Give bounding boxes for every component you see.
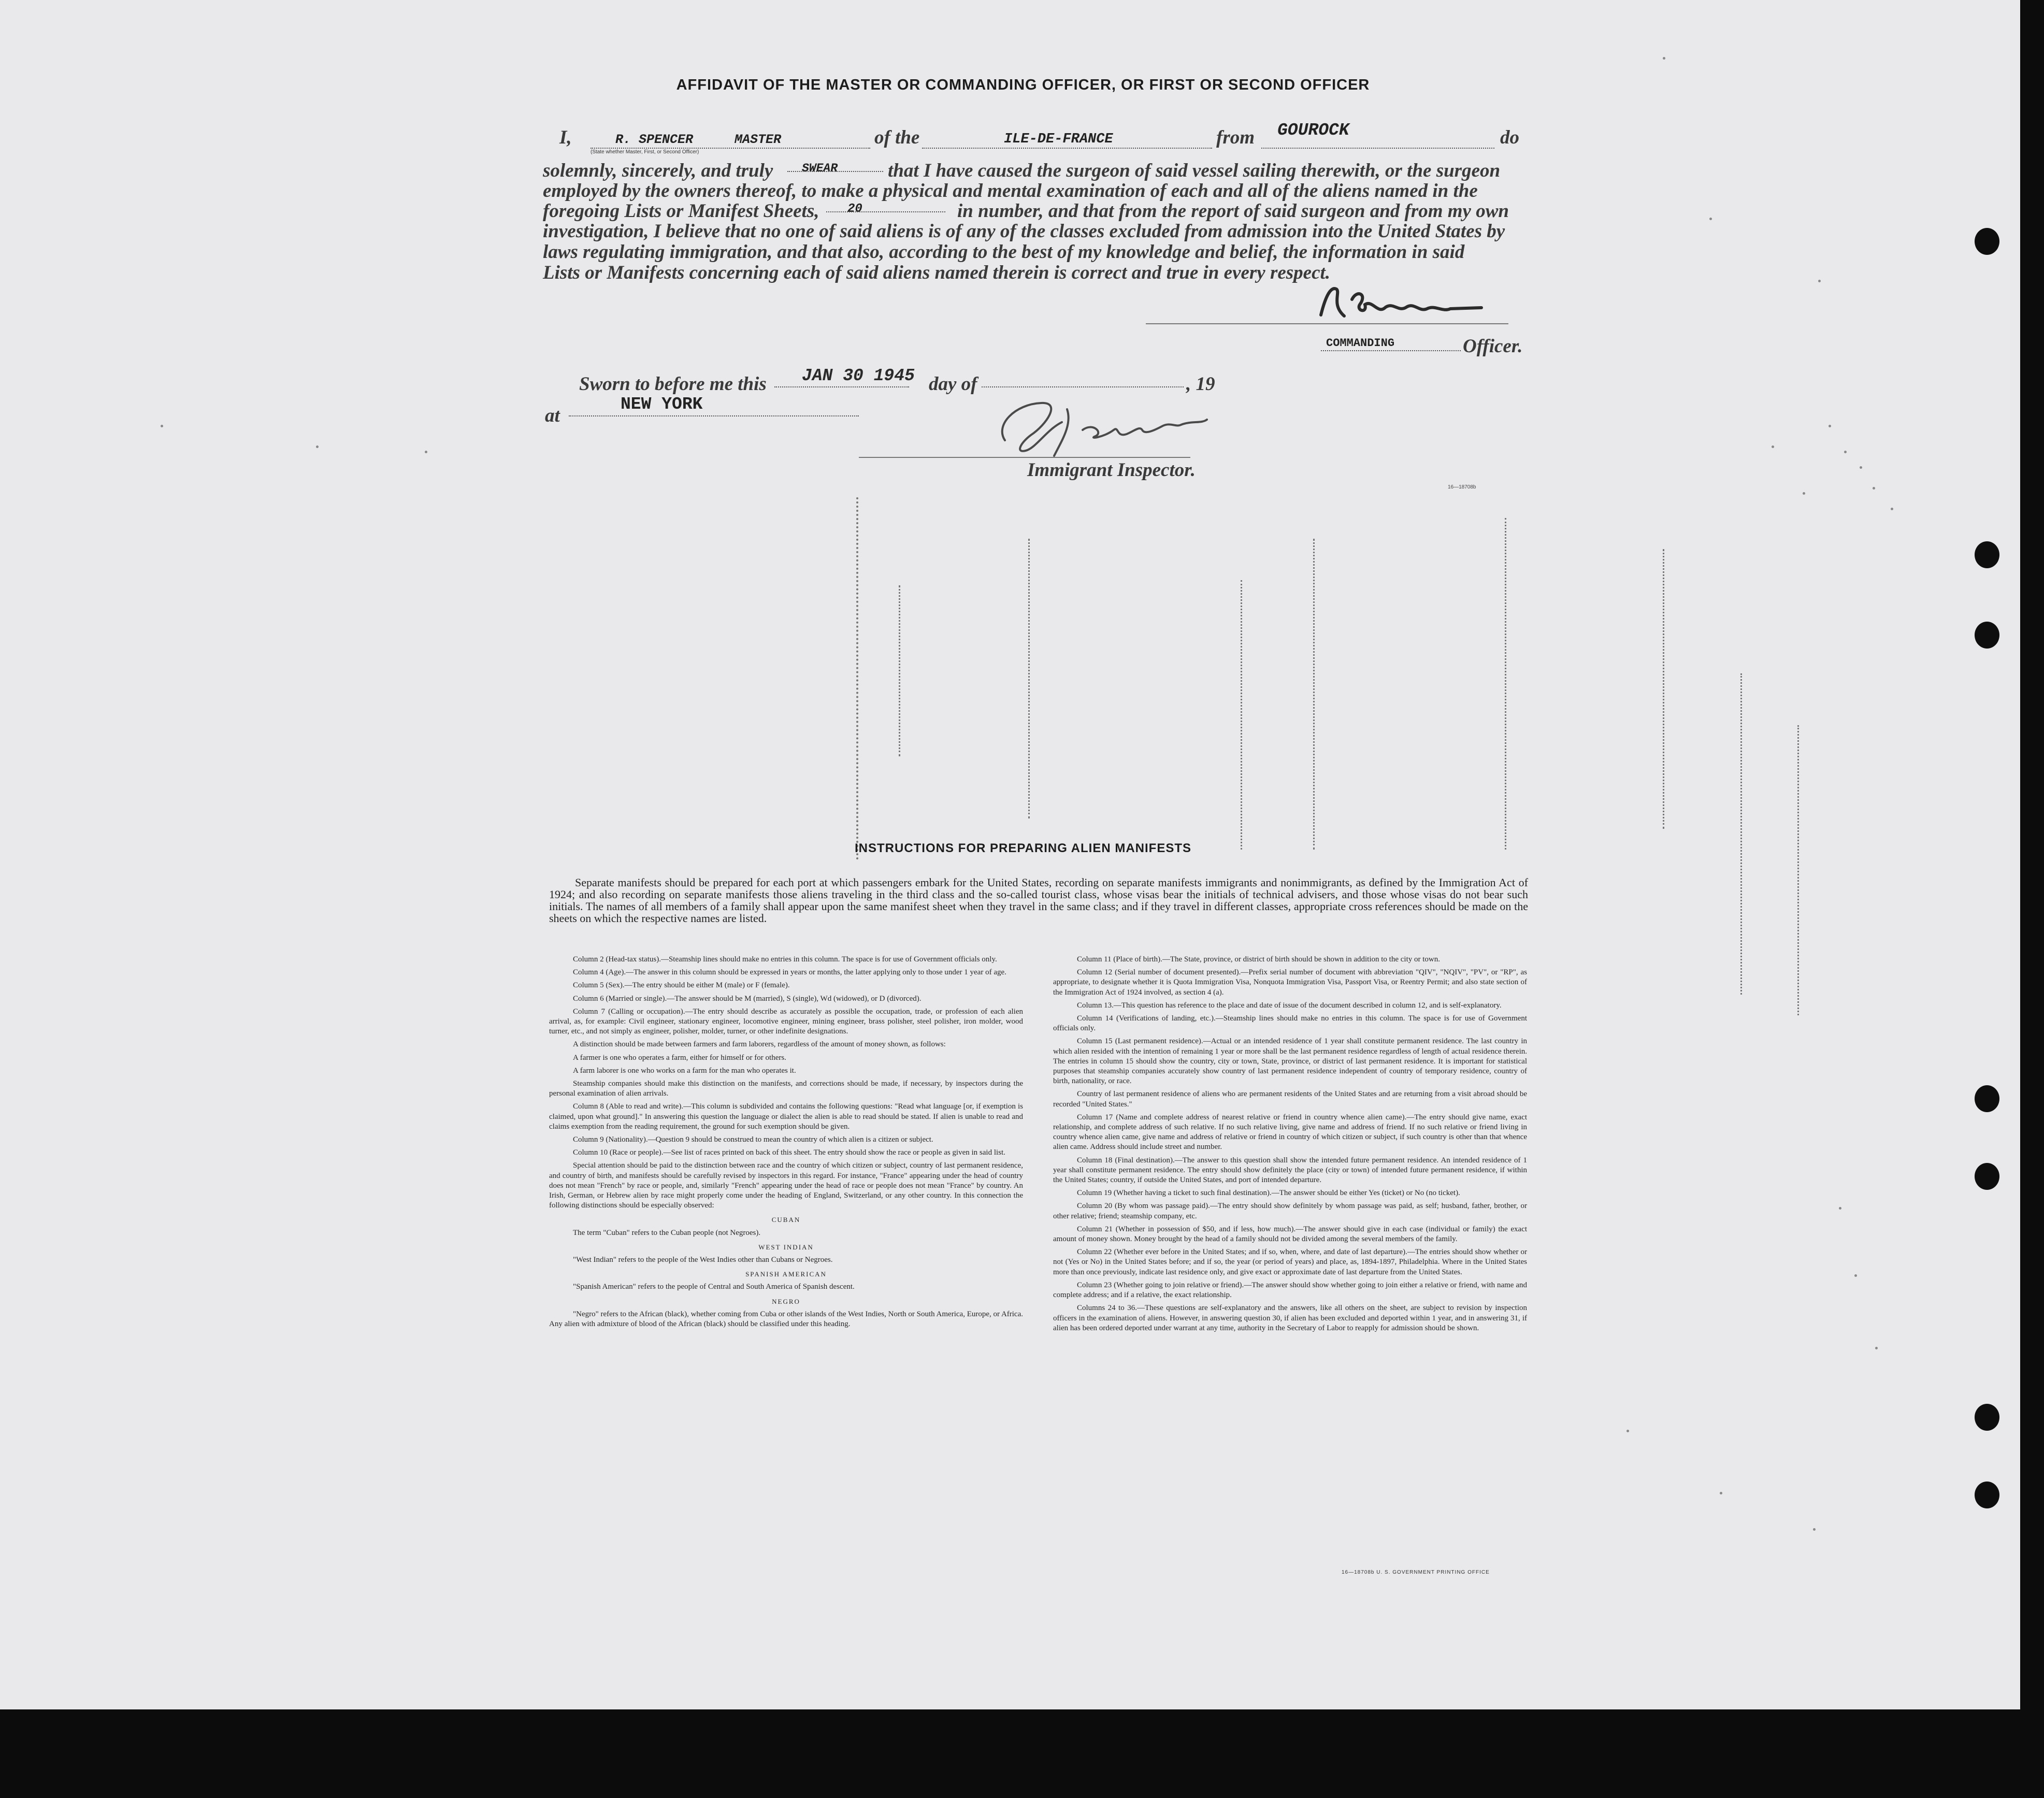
right-paragraph-11: Column 21 (Whether in possession of $50, and if less, how much).—The answer should give in each case (individual or family) the exact amount of money shown. Money brought by the head of a family should not be divided among the several members of the family. xyxy=(1053,1225,1527,1244)
west-indian-definition: "West Indian" refers to the people of the West Indies other than Cubans or Negroes. xyxy=(573,1256,833,1264)
speck xyxy=(1829,425,1831,427)
of-the-label: of the xyxy=(874,127,920,148)
inspector-signature-graphic xyxy=(984,394,1274,461)
right-paragraph-9: Column 19 (Whether having a ticket to such final destination).—The answer should be either Yes (ticket) or No (no ticket). xyxy=(1077,1189,1460,1198)
vessel-rule xyxy=(922,148,1212,149)
binder-hole xyxy=(1975,1085,1999,1112)
trace-dots-4 xyxy=(1241,580,1244,850)
spanish-american-definition: "Spanish American" refers to the people of Central and South America of Spanish descent. xyxy=(573,1283,855,1291)
trace-dots-8 xyxy=(1740,673,1744,995)
speck xyxy=(1772,445,1774,448)
speck xyxy=(1854,1274,1857,1277)
from-label: from xyxy=(1216,127,1255,148)
master-signature-graphic xyxy=(1316,284,1492,325)
port-rule xyxy=(1261,148,1494,149)
form-number: 16—18708b xyxy=(1448,484,1476,490)
date-rule xyxy=(774,386,909,387)
day-rule xyxy=(982,386,1184,387)
cuban-definition: The term "Cuban" refers to the Cuban people (not Negroes). xyxy=(573,1228,761,1237)
speck xyxy=(1720,1492,1722,1494)
right-paragraph-1: Column 11 (Place of birth).—The State, province, or district of birth should be shown in addition to the city or town. xyxy=(1077,955,1440,963)
binder-hole xyxy=(1975,1404,1999,1431)
sworn-label: Sworn to before me this xyxy=(579,373,767,395)
scan-edge-bottom xyxy=(0,1709,2044,1798)
trace-dots-6 xyxy=(1505,518,1508,850)
affidavit-line-2b: that I have caused the surgeon of said vessel sailing therewith, or the surgeon xyxy=(888,160,1501,181)
trace-dots-2 xyxy=(899,585,902,756)
left-paragraph-7: A farmer is one who operates a farm, either for himself or for others. xyxy=(573,1053,786,1062)
commanding-stamp: COMMANDING xyxy=(1326,337,1395,350)
west-indian-heading: WEST INDIAN xyxy=(758,1243,814,1251)
speck xyxy=(1626,1430,1629,1432)
departure-port: GOUROCK xyxy=(1277,121,1349,140)
trace-dots-9 xyxy=(1797,725,1801,1015)
inspector-signature xyxy=(984,394,1274,461)
instructions-title: INSTRUCTIONS FOR PREPARING ALIEN MANIFESTS xyxy=(854,841,1191,855)
left-paragraph-6: A distinction should be made between farmers and farm laborers, regardless of the amount of money shown, as follows: xyxy=(573,1040,946,1049)
left-paragraph-13: Special attention should be paid to the distinction between race and the country of which citizen or subject, country of last permanent residence, and country of birth, and manifests should be carefully revised by inspectors in this regard. For instance, "France" appearing under the head of country does not mean "French" by race or people, and, similarly "French" appearing under the head of race or people does not mean "France" by country. An Irish, German, or Hebrew alien by race might properly come under the heading of England, Switzerland, or any other country. In this connection the following distinctions should be especially observed: xyxy=(549,1161,1023,1210)
left-paragraph-10: Column 8 (Able to read and write).—This column is subdivided and contains the following questions: "Read what language [or, if exemption is claimed, upon what ground]." In answering this question the language or dialect the alien is able to read should be stated. If alien is unable to read and claims exemption from the reading requirement, the ground for such exemption should be given. xyxy=(549,1102,1023,1131)
left-paragraph-11: Column 9 (Nationality).—Question 9 should be construed to mean the country of which alien is a citizen or subject. xyxy=(573,1135,933,1144)
right-paragraph-13: Column 23 (Whether going to join relative or friend).—The answer should show whether going to join either a relative or friend, with name and complete address; and if a relative, the exact relationship. xyxy=(1053,1281,1527,1300)
right-paragraph-3: Column 13.—This question has reference to the place and date of issue of the document described in column 12, and is self-explanatory. xyxy=(1077,1001,1502,1010)
right-paragraph-7: Column 17 (Name and complete address of nearest relative or friend in country whence alien came).—The entry should give name, exact relationship, and complete address of such relative. If no such relative living, give name and address of friend. If no such relative or friend living in country whence alien came, give name and address of relative or friend in country of which citizen or subject, if such country is other than that whence alien came. Address should include street and number. xyxy=(1053,1113,1527,1152)
cuban-heading: CUBAN xyxy=(771,1216,801,1224)
left-paragraph-5: Column 7 (Calling or occupation).—The entry should describe as accurately as possible the occupation, trade, or profession of each alien arrival, as, for example: Civil engineer, stationary engineer, locomotive engineer, mining engineer, brass polisher, steel polisher, iron molder, wood turner, etc., and not simply as engineer, polisher, molder, turner, or other indefinite designations. xyxy=(549,1007,1023,1036)
inspector-label: Immigrant Inspector. xyxy=(1027,459,1196,481)
affidavit-title: AFFIDAVIT OF THE MASTER OR COMMANDING OFFICER, OR FIRST OR SECOND OFFICER xyxy=(676,77,1370,93)
speck xyxy=(1839,1207,1841,1210)
speck xyxy=(1873,487,1875,490)
rank-note: (State whether Master, First, or Second Officer) xyxy=(591,149,699,155)
sheet-count: 20 xyxy=(847,202,862,216)
right-paragraph-14: Columns 24 to 36.—These questions are self-explanatory and the answers, like all others on the sheet, are subject to revision by inspection officers in the examination of aliens. However, in answering question 30, if alien has been excluded and deported within 1 year, and in answering 31, if alien has been ordered deported under warrant at any time, authority in the Secretary of Labor to reapply for admission should be shown. xyxy=(1053,1304,1527,1332)
place-rule xyxy=(569,415,859,416)
master-rank: MASTER xyxy=(735,132,782,147)
scan-edge-right xyxy=(2020,0,2044,1798)
binder-hole xyxy=(1975,228,1999,255)
speck xyxy=(161,425,163,427)
master-signature-rule xyxy=(1146,323,1508,324)
printing-office-footer: 16—18708b U. S. GOVERNMENT PRINTING OFFICE xyxy=(1342,1570,1490,1575)
trace-dots-1 xyxy=(856,497,860,860)
right-paragraph-8: Column 18 (Final destination).—The answer to this question shall show the intended future permanent residence. An intended residence of 1 year shall constitute permanent residence. The entry should show definitely the place (city or town) of intended future permanent residence, if within the United States; country, if outside the United States, and port of intended departure. xyxy=(1053,1156,1527,1185)
right-paragraph-5: Column 15 (Last permanent residence).—Actual or an intended residence of 1 year shall constitute permanent residence. The last country in which alien resided with the intention of remaining 1 year or more shall be the last permanent residence regardless of length of actual residence therein. The entries in column 15 should show the country, city or town, State, province, or district of last permanent residence. It is important for statistical purposes that steamship companies accurately show country of last permanent residence independent of country of temporary residence, country of birth, nationality, or race. xyxy=(1053,1037,1527,1086)
affidavit-line-2a: solemnly, sincerely, and truly xyxy=(543,160,773,181)
affidavit-line-3: employed by the owners thereof, to make a physical and mental examination of each and all of the aliens named in the xyxy=(543,180,1478,202)
instructions-intro: Separate manifests should be prepared for each port at which passengers embark for the United States, recording on separate manifests immigrants and nonimmigrants, as defined by the Immigration Act of 1924; and also recording on separate manifests those aliens traveling in the third class and the so-called tourist class, whose visas bear the initials of technical advisers, and those whose visas do not bear such initials. The names of all members of a family shall appear upon the same manifest sheet when they travel in the same class; and if they travel in different classes, appropriate cross references should be made on the sheets on which the respective names are listed. xyxy=(549,876,1528,925)
sworn-place: NEW YORK xyxy=(621,395,703,414)
oath-rule xyxy=(787,171,883,172)
master-signature xyxy=(1316,284,1492,325)
speck xyxy=(1813,1528,1816,1531)
speck xyxy=(1891,508,1893,510)
do-label: do xyxy=(1500,127,1519,148)
left-paragraph-9: Steamship companies should make this distinction on the manifests, and corrections should be made, if necessary, by inspectors during the personal examination of alien arrivals. xyxy=(549,1080,1023,1098)
trace-dots-7 xyxy=(1663,549,1666,829)
speck xyxy=(425,451,427,453)
left-paragraph-12: Column 10 (Race or people).—See list of races printed on back of this sheet. The entry should show the race or people as given in said list. xyxy=(573,1148,1005,1157)
binder-hole xyxy=(1975,1163,1999,1190)
speck xyxy=(1844,451,1847,453)
speck xyxy=(1709,218,1712,220)
day-of-label: day of xyxy=(929,373,977,395)
right-paragraph-2: Column 12 (Serial number of document presented).—Prefix serial number of document with abbreviation "QIV", "NQIV", "PV", or "RP", as appropriate, to designate whether it is Quota Immigration Visa, Nonquota Immigration Visa, Passport Visa, or Reentry Permit; and also state section of the Immigration Act of 1924 involved, as section 4 (a). xyxy=(1053,968,1527,997)
instructions-right-column xyxy=(1053,955,1527,1336)
affidavit-line-7: Lists or Manifests concerning each of said aliens named therein is correct and true in every respect. xyxy=(543,262,1331,283)
name-rule xyxy=(591,148,870,149)
vessel-name: ILE-DE-FRANCE xyxy=(1004,132,1113,147)
instructions-left-column xyxy=(549,955,1023,1332)
oath-word: SWEAR xyxy=(802,162,838,175)
right-paragraph-6: Country of last permanent residence of aliens who are permanent residents of the United States and are returning from a visit abroad should be recorded "United States." xyxy=(1053,1090,1527,1109)
left-paragraph-3: Column 5 (Sex).—The entry should be either M (male) or F (female). xyxy=(573,981,790,990)
master-name: R. SPENCER xyxy=(615,132,694,147)
affidavit-i: I, xyxy=(559,127,572,148)
spanish-american-heading: SPANISH AMERICAN xyxy=(745,1270,827,1278)
officer-label: Officer. xyxy=(1463,336,1523,357)
affidavit-line-4b: in number, and that from the report of said surgeon and from my own xyxy=(957,200,1509,222)
speck xyxy=(1663,57,1665,60)
year-label: , 19 xyxy=(1186,373,1215,395)
affidavit-line-4a: foregoing Lists or Manifest Sheets, xyxy=(543,200,819,222)
binder-hole xyxy=(1975,541,1999,568)
negro-heading: NEGRO xyxy=(772,1297,800,1305)
negro-definition: "Negro" refers to the African (black), whether coming from Cuba or other islands of the West Indies, North or South America, Europe, or Africa. Any alien with admixture of blood of the African (black) should be classified under this heading. xyxy=(549,1310,1023,1329)
speck xyxy=(1803,492,1805,495)
sheets-rule xyxy=(826,211,945,212)
left-paragraph-4: Column 6 (Married or single).—The answer should be M (married), S (single), Wd (widowed), or D (divorced). xyxy=(573,994,922,1003)
at-label: at xyxy=(545,405,560,426)
sworn-date-stamp: JAN 30 1945 xyxy=(802,366,915,385)
speck xyxy=(1818,280,1821,282)
affidavit-line-5: investigation, I believe that no one of said aliens is of any of the classes excluded from admission into the United States by xyxy=(543,221,1505,242)
right-paragraph-12: Column 22 (Whether ever before in the United States; and if so, when, where, and date of last departure).—The entries should show whether or not (Yes or No) in the United States before; and if so, the year (or period of years) and place, as, 1894-1897, Philadelphia. Where in the United States more than once previously, indicate last residence only, and give exact or approximate date of last departure from the United States. xyxy=(1053,1248,1527,1276)
left-paragraph-2: Column 4 (Age).—The answer in this column should be expressed in years or months, the latter applying only to those under 1 year of age. xyxy=(573,968,1006,977)
trace-dots-3 xyxy=(1028,539,1031,818)
affidavit-line-6: laws regulating immigration, and that also, according to the best of my knowledge and belief, the information in said xyxy=(543,241,1465,263)
speck xyxy=(1860,466,1862,469)
speck xyxy=(1875,1347,1878,1349)
right-paragraph-4: Column 14 (Verifications of landing, etc.).—Steamship lines should make no entries in this column. The space is for use of Government officials only. xyxy=(1053,1014,1527,1033)
right-paragraph-10: Column 20 (By whom was passage paid).—The entry should show definitely by whom passage was paid, as self; husband, father, brother, or other relative; friend; steamship company, etc. xyxy=(1053,1202,1527,1220)
binder-hole xyxy=(1975,1481,1999,1508)
left-paragraph-8: A farm laborer is one who works on a farm for the man who operates it. xyxy=(573,1066,796,1075)
trace-dots-5 xyxy=(1313,539,1316,850)
binder-hole xyxy=(1975,622,1999,649)
commanding-rule xyxy=(1321,350,1461,351)
speck xyxy=(316,445,319,448)
left-paragraph-1: Column 2 (Head-tax status).—Steamship lines should make no entries in this column. The space is for use of Government officials only. xyxy=(573,955,997,963)
